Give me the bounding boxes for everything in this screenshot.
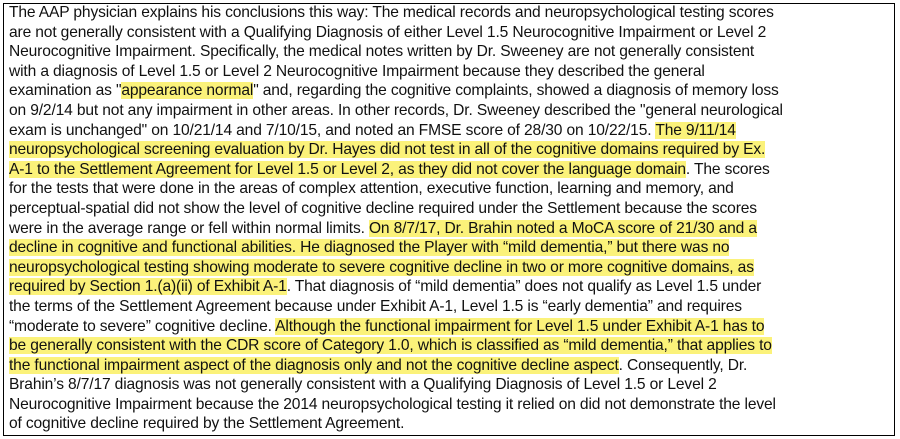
text-line [9, 395, 893, 415]
highlighted-text: A-1 to the Settlement Agreement for Level 1.5 or Level 2, as they did not cover the language domain [9, 160, 686, 178]
highlighted-text: On 8/7/17, Dr. Brahin noted a MoCA score of 21/30 and a [368, 219, 757, 237]
text-segment: of cognitive decline required by the Settlement Agreement. [9, 415, 405, 433]
text-segment: with a diagnosis of Level 1.5 or Level 2 Neurocognitive Impairment because they described the general [9, 62, 705, 80]
text-line [9, 238, 893, 258]
highlighted-text: neuropsychological testing showing moderate to severe cognitive decline in two or more cognitive domains, as [9, 258, 754, 276]
text-segment: were in the average range or fell within normal limits. [9, 219, 369, 237]
text-line [9, 81, 893, 101]
text-segment: the terms of the Settlement Agreement because under Exhibit A-1, Level 1.5 is “early dementia” and requires [9, 297, 742, 315]
text-line [9, 356, 893, 376]
highlighted-text: neuropsychological screening evaluation by Dr. Hayes did not test in all of the cognitive domains required by Ex. [9, 141, 766, 159]
text-line [9, 336, 893, 356]
text-segment: Neurocognitive Impairment. Specifically, the medical notes written by Dr. Sweeney are not generally consistent [9, 43, 755, 61]
highlighted-text: required by Section 1.(a)(ii) of Exhibit A-1 [9, 278, 287, 296]
text-segment: Neurocognitive Impairment because the 2014 neuropsychological testing it relied on did not demonstrate the level [9, 395, 776, 413]
highlighted-text: appearance normal [121, 82, 254, 100]
highlighted-text: The 9/11/14 [655, 121, 736, 139]
text-segment: . That diagnosis of “mild dementia” does not qualify as Level 1.5 under [286, 278, 762, 296]
text-line [9, 101, 893, 121]
highlighted-text: decline in cognitive and functional abilities. He diagnosed the Player with “mild dementia,” but there was no [9, 239, 730, 257]
text-line [9, 219, 893, 239]
text-line [9, 160, 893, 180]
text-segment: Brahin’s 8/7/17 diagnosis was not generally consistent with a Qualifying Diagnosis of Level 1.5 or Level 2 [9, 376, 717, 394]
text-line [9, 414, 893, 434]
text-segment: " and, regarding the cognitive complaints, showed a diagnosis of memory loss [253, 82, 779, 100]
text-line [9, 179, 893, 199]
text-line [9, 258, 893, 278]
highlighted-text: be generally consistent with the CDR score of Category 1.0, which is classified as “mild dementia,” that applies to [9, 337, 772, 355]
text-segment: . Consequently, Dr. [618, 356, 748, 374]
text-segment: “moderate to severe” cognitive decline. [9, 317, 276, 335]
text-line [9, 277, 893, 297]
text-line [9, 375, 893, 395]
text-segment: for the tests that were done in the areas of complex attention, executive function, learning and memory, and [9, 180, 734, 198]
highlighted-text: the functional impairment aspect of the diagnosis only and not the cognitive decline aspect [9, 356, 619, 374]
text-line [9, 317, 893, 337]
text-segment: are not generally consistent with a Qualifying Diagnosis of either Level 1.5 Neurocognitive Impairment or Level 2 [9, 23, 767, 41]
text-line [9, 23, 893, 43]
text-line [9, 297, 893, 317]
text-segment: on 9/2/14 but not any impairment in other areas. In other records, Dr. Sweeney described the "general neurological [9, 101, 783, 119]
text-line [9, 42, 893, 62]
text-segment: . The scores [685, 160, 770, 178]
text-segment: exam is unchanged" on 10/21/14 and 7/10/15, and noted an FMSE score of 28/30 on 10/22/15. [9, 121, 656, 139]
text-line [9, 199, 893, 219]
text-segment: The AAP physician explains his conclusions this way: The medical records and neuropsychological testing scores [9, 4, 774, 21]
text-segment: perceptual-spatial did not show the level of cognitive decline required under the Settlement because the scores [9, 199, 757, 217]
text-line [9, 62, 893, 82]
text-line [9, 140, 893, 160]
text-line [9, 121, 893, 141]
text-segment: examination as " [9, 82, 122, 100]
highlighted-text: Although the functional impairment for Level 1.5 under Exhibit A-1 has to [275, 317, 765, 335]
text-line [9, 3, 893, 23]
document-text-block [9, 3, 893, 434]
